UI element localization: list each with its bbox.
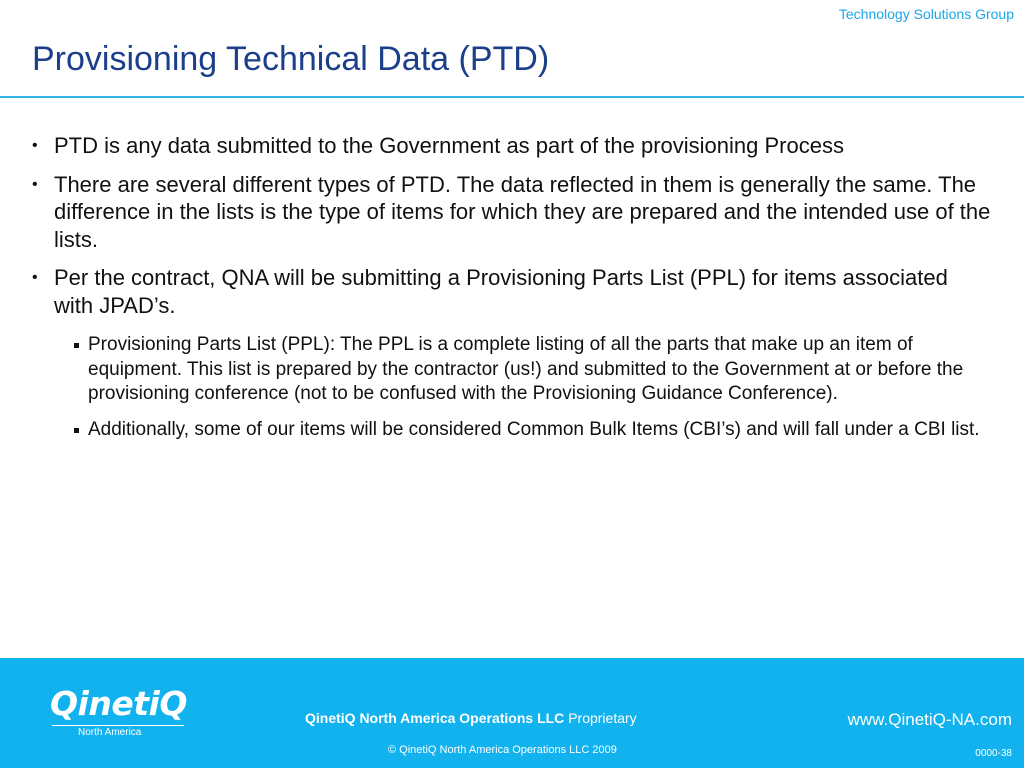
bullet-dot-icon: •: [32, 175, 38, 193]
page-code: 0000-38: [975, 748, 1012, 759]
bullet-dot-icon: •: [32, 269, 38, 286]
proprietary-notice: [305, 710, 637, 726]
sub-bullet-item: [66, 418, 992, 443]
bullet-text: There are several different types of PTD. The data reflected in them is generally the same. The difference in the lists is the type of items for which they are prepared and the intended use of the lists.: [54, 171, 991, 252]
logo-wordmark: QinetiQ: [50, 684, 187, 723]
bullet-dot-icon: •: [32, 137, 38, 154]
copyright-text: © QinetiQ North America Operations LLC 2009: [388, 744, 617, 756]
slide-title: Provisioning Technical Data (PTD): [32, 40, 550, 78]
footer-bar: [0, 658, 1024, 768]
square-bullet-icon: [74, 428, 79, 433]
sub-bullet-item: [66, 333, 992, 407]
sub-bullet-list: [66, 333, 992, 442]
sub-bullet-text: Provisioning Parts List (PPL): The PPL is a complete listing of all the parts that make up an item of equipment. This list is prepared by the contractor (us!) and submitted to the Government at or before the provisioning conference (not to be confused with the Provisioning Guidance Conference).: [88, 334, 964, 404]
square-bullet-icon: [74, 343, 79, 348]
logo-underline: [52, 725, 184, 726]
company-logo: [50, 686, 190, 738]
bullet-list: [32, 132, 992, 442]
bullet-text: PTD is any data submitted to the Government as part of the provisioning Process: [54, 133, 844, 158]
bullet-text: Per the contract, QNA will be submitting a Provisioning Parts List (PPL) for items associated with JPAD’s.: [54, 265, 948, 318]
title-divider: [0, 96, 1024, 98]
bullet-item: [32, 171, 992, 254]
bullet-item: [32, 132, 992, 160]
proprietary-label: Proprietary: [568, 710, 637, 726]
company-name: QinetiQ North America Operations LLC: [305, 710, 565, 726]
bullet-item: [32, 264, 992, 442]
group-label: Technology Solutions Group: [838, 6, 1014, 22]
logo-subtitle: North America: [78, 727, 142, 738]
slide-content: [32, 132, 992, 453]
sub-bullet-text: Additionally, some of our items will be considered Common Bulk Items (CBI’s) and will fall under a CBI list.: [88, 418, 980, 440]
website-link[interactable]: www.QinetiQ-NA.com: [847, 710, 1012, 729]
